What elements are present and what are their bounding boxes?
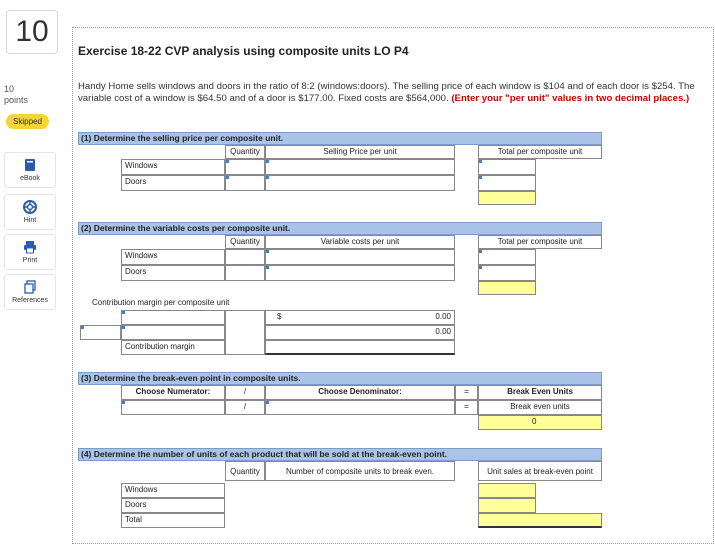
cm-value1-text: 0.00	[435, 312, 451, 321]
points-info	[4, 84, 28, 106]
part2-windows-total-input[interactable]	[478, 249, 536, 265]
part2-composite-total-input[interactable]	[478, 281, 536, 295]
lifebuoy-icon	[23, 200, 37, 214]
part2-cost-header: Variable costs per unit	[265, 235, 455, 249]
exercise-title: Exercise 18-22 CVP analysis using composite units LO P4	[78, 44, 409, 58]
part4-header: (4) Determine the number of units of each product that will be sold at the break-even point.	[78, 448, 602, 461]
references-label: References	[12, 297, 48, 304]
part4-total-sales-input[interactable]	[478, 513, 602, 528]
part3-slash-header: /	[225, 385, 265, 400]
part3-header: (3) Determine the break-even point in composite units.	[78, 372, 602, 385]
part1-row-windows: Windows	[121, 159, 225, 175]
part2-windows-quantity-input[interactable]	[225, 249, 265, 265]
cm-row2-label-input[interactable]	[121, 325, 225, 340]
cm-value1	[265, 310, 455, 325]
part3-denominator-select[interactable]	[265, 400, 455, 415]
part1-price-header: Selling Price per unit	[265, 145, 455, 159]
ebook-button[interactable]	[4, 152, 56, 188]
part4-doors-sales-input[interactable]	[478, 498, 536, 513]
part4-row-doors: Doors	[121, 498, 225, 513]
part1-windows-price-input[interactable]	[265, 159, 455, 175]
hint-label: Hint	[23, 217, 37, 224]
part2-doors-cost-input[interactable]	[265, 265, 455, 281]
printer-icon	[23, 240, 37, 254]
book-icon	[23, 158, 37, 172]
instruction-text: (Enter your "per unit" values in two decimal places.)	[451, 93, 690, 104]
part4-windows-sales-input[interactable]	[478, 483, 536, 498]
part1-windows-quantity-input[interactable]	[225, 159, 265, 175]
print-button[interactable]	[4, 234, 56, 270]
left-divider	[72, 27, 73, 544]
part1-composite-total-input[interactable]	[478, 191, 536, 205]
cm-row1-label-input[interactable]	[121, 310, 225, 325]
cm-row2-prefix-input[interactable]	[80, 325, 121, 340]
part2-doors-total-input[interactable]	[478, 265, 536, 281]
points-value: 10	[4, 84, 15, 94]
part1-row-doors: Doors	[121, 175, 225, 191]
part1-header: (1) Determine the selling price per composite unit.	[78, 132, 602, 145]
cm-currency: $	[277, 312, 282, 321]
part3-denominator-header: Choose Denominator:	[265, 385, 455, 400]
part3-numerator-header: Choose Numerator:	[121, 385, 225, 400]
part3-numerator-select[interactable]	[121, 400, 225, 415]
points-label: points	[4, 95, 29, 105]
part2-row-doors: Doors	[121, 265, 225, 281]
problem-text: Handy Home sells windows and doors in the ratio of 8:2 (windows:doors). The selling price of each window is $104 and of each door is $254. The variable cost of a window is $64.50 and of a door is $177.00. Fixed costs are $564,000.	[78, 81, 695, 104]
part3-equals-header: =	[455, 385, 478, 400]
cm-total-input[interactable]	[265, 340, 455, 355]
part1-doors-total-input[interactable]	[478, 175, 536, 191]
part2-windows-cost-input[interactable]	[265, 249, 455, 265]
part2-row-windows: Windows	[121, 249, 225, 265]
copy-icon	[23, 280, 37, 294]
cm-label: Contribution margin per composite unit	[92, 298, 230, 307]
part2-doors-quantity-input[interactable]	[225, 265, 265, 281]
part1-windows-total-input[interactable]	[478, 159, 536, 175]
part1-doors-quantity-input[interactable]	[225, 175, 265, 191]
part4-sales-header: Unit sales at break-even point	[478, 461, 602, 481]
part2-header: (2) Determine the variable costs per composite unit.	[78, 222, 602, 235]
part4-row-windows: Windows	[121, 483, 225, 498]
cm-row-label: Contribution margin	[121, 340, 225, 355]
ebook-label: eBook	[20, 175, 40, 182]
part3-result-value-text: 0	[532, 417, 537, 426]
part2-quantity-header: Quantity	[225, 235, 265, 249]
cm-spacer	[225, 310, 265, 355]
part1-doors-price-input[interactable]	[265, 175, 455, 191]
part4-units-header: Number of composite units to break even.	[265, 461, 455, 481]
part3-result-value	[478, 415, 602, 430]
references-button[interactable]	[4, 274, 56, 310]
part4-row-total: Total	[121, 513, 225, 528]
top-divider	[72, 27, 714, 28]
right-divider	[713, 27, 714, 544]
bottom-divider	[72, 543, 714, 544]
part3-equals: =	[455, 400, 478, 415]
question-number: 10	[6, 10, 58, 54]
part2-total-header: Total per composite unit	[478, 235, 602, 249]
print-label: Print	[22, 257, 38, 264]
part1-quantity-header: Quantity	[225, 145, 265, 159]
hint-button[interactable]	[4, 194, 56, 230]
part3-result-header: Break Even Units	[478, 385, 602, 400]
part4-quantity-header: Quantity	[225, 461, 265, 481]
status-badge: Skipped	[6, 114, 49, 129]
part1-total-header: Total per composite unit	[478, 145, 602, 159]
part3-slash: /	[225, 400, 265, 415]
cm-value2: 0.00	[265, 325, 455, 340]
part3-result-sub: Break even units	[478, 400, 602, 415]
problem-statement	[78, 81, 708, 105]
